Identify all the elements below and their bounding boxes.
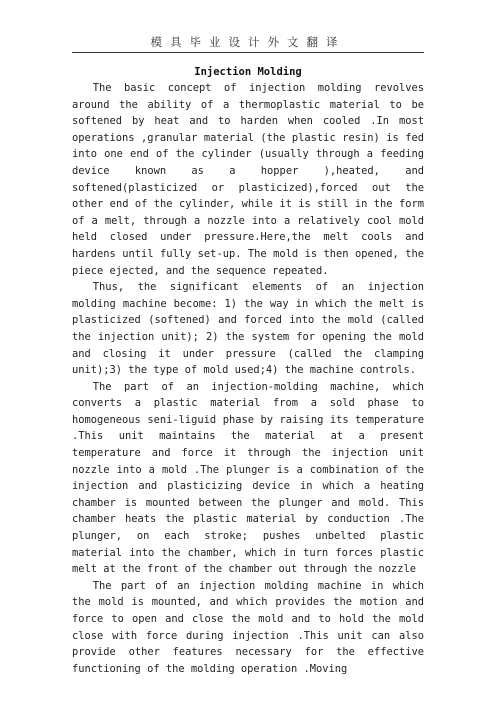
paragraph-4: The part of an injection molding machine in which the mold is mounted, and which provides the motion and force to open and close the mold and to hold the mold close with force during injection .This unit can also provide other features necessary for the effective functioning of the molding operation .Moving	[72, 579, 424, 675]
document-body	[72, 64, 424, 677]
paragraph-1: The basic concept of injection molding revolves around the ability of a thermoplastic material to be softened by heat and to harden when cooled .In most operations ,granular material (the plastic resin) is fed into one end of the cylinder (usually through a feeding device known as a hopper ),heated, and softened(plasticized or plasticized),forced out the other end of the cylinder, while it is still in the form of a melt, through a nozzle into a relatively cool mold held closed under pressure.Here,the melt cools and hardens until fully set-up. The mold is then opened, the piece ejected, and the sequence repeated.	[72, 82, 424, 277]
document-title: Injection Molding	[194, 66, 302, 78]
paragraph-2: Thus, the significant elements of an injection molding machine become: 1) the way in which the melt is plasticized (softened) and forced into the mold (called the injection unit); 2) the system for opening the mold and closing it under pressure (called the clamping unit);3) the type of mold used;4) the machine controls.	[72, 281, 424, 377]
paragraph-3: The part of an injection-molding machine, which converts a plastic material from a sold phase to homogeneous seni-liguid phase by raising its temperature .This unit maintains the material at a present temperature and force it through the injection unit nozzle into a mold .The plunger is a combination of the injection and plasticizing device in which a heating chamber is mounted between the plunger and mold. This chamber heats the plastic material by conduction .The plunger, on each stroke; pushes unbelted plastic material into the chamber, which in turn forces plastic melt at the front of the chamber out through the nozzle	[72, 380, 424, 576]
page-header: 模具毕业设计外文翻译	[150, 35, 346, 49]
header-rule	[72, 52, 424, 53]
